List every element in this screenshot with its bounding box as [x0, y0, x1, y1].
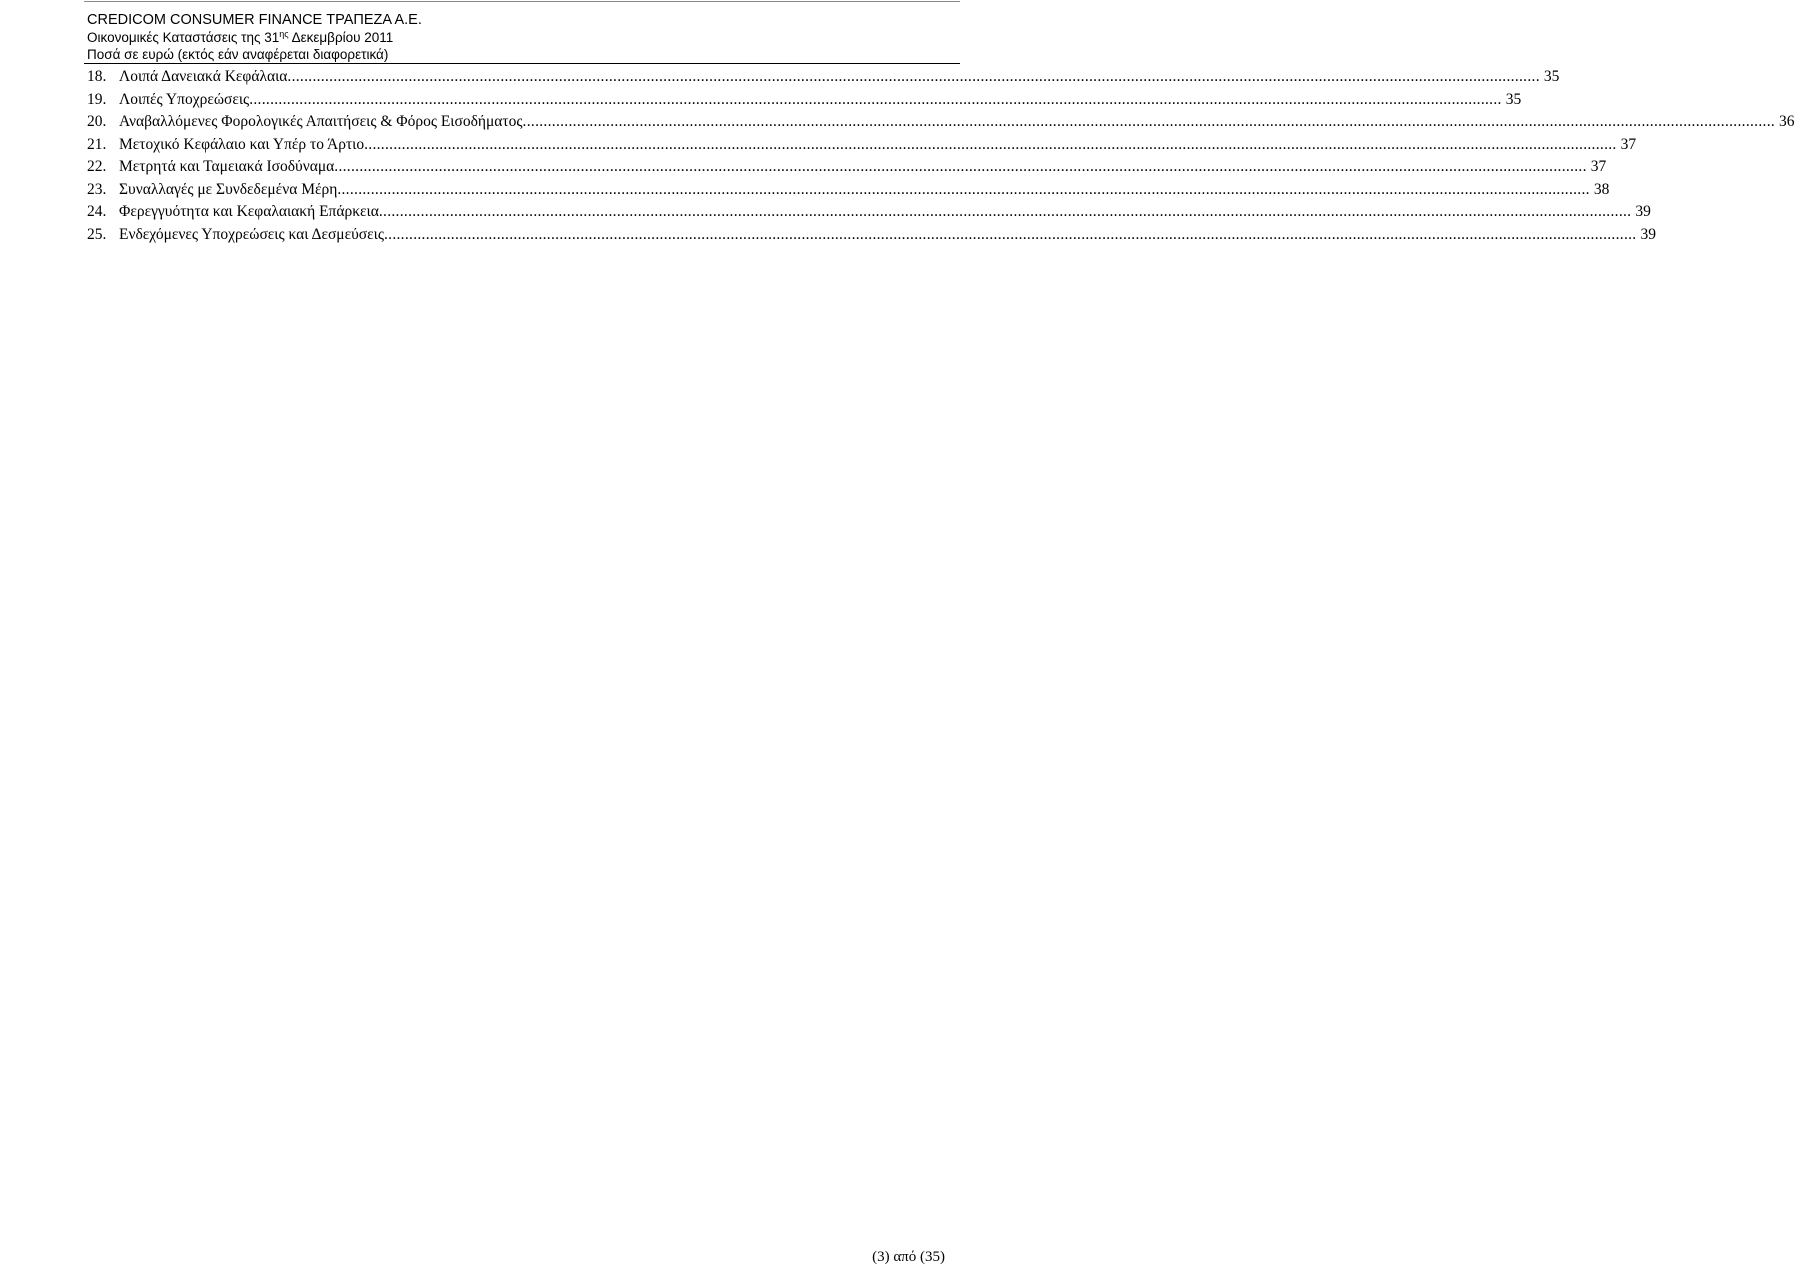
toc-entry-page: 36 [1779, 113, 1795, 130]
top-border-line [84, 1, 960, 2]
toc-entry-page: 37 [1620, 135, 1637, 153]
toc-dot-leader: ............................................................................................................................................................................................................................................................................................................ [334, 158, 1587, 175]
toc-entry-title: Συναλλαγές με Συνδεδεμένα Μέρη [119, 180, 338, 198]
toc-entry-title: Φερεγγυότητα και Κεφαλαιακή Επάρκεια [119, 203, 379, 220]
toc-dot-leader: ............................................................................................................................................................................................................................................................................................................ [249, 90, 1502, 108]
header-divider [84, 63, 960, 64]
currency-note: Ποσά σε ευρώ (εκτός εάν αναφέρεται διαφορετικά) [87, 47, 389, 62]
toc-dot-leader: ............................................................................................................................................................................................................................................................................................................ [522, 113, 1776, 130]
toc-entry[interactable] [87, 179, 1610, 202]
toc-entry-title: Λοιπά Δανειακά Κεφάλαια [119, 68, 288, 85]
page-header [87, 12, 907, 63]
toc-entry-number: 20. [87, 113, 107, 130]
toc-entry[interactable] [87, 111, 1795, 134]
toc-dot-leader: ............................................................................................................................................................................................................................................................................................................ [364, 135, 1617, 153]
statements-title-superscript: ης [279, 29, 289, 39]
toc-dot-leader: ............................................................................................................................................................................................................................................................................................................ [337, 180, 1590, 198]
toc-entry[interactable] [87, 201, 1651, 224]
toc-entry-number: 19. [87, 90, 107, 108]
toc-entry-number: 24. [87, 203, 107, 220]
toc-entry[interactable] [87, 224, 1656, 247]
toc-entry-title: Μετοχικό Κεφάλαιο και Υπέρ το Άρτιο [119, 135, 365, 153]
toc-entry-page: 35 [1543, 68, 1560, 85]
toc-entry-number: 22. [87, 158, 107, 175]
statements-title-prefix: Οικονομικές Καταστάσεις της 31 [87, 30, 280, 45]
toc-entry[interactable] [87, 156, 1607, 179]
toc-entry-title: Ενδεχόμενες Υποχρεώσεις και Δεσμεύσεις [119, 225, 384, 243]
toc-dot-leader: ............................................................................................................................................................................................................................................................................................................ [383, 225, 1637, 243]
toc-entry-page: 39 [1635, 203, 1651, 220]
toc-entry-number: 21. [87, 135, 107, 153]
toc-entry-number: 23. [87, 180, 107, 198]
toc-entry-page: 35 [1505, 90, 1522, 108]
statements-title [87, 29, 907, 46]
page-number: (3) από (35) [872, 1249, 945, 1265]
toc-entry-title: Μετρητά και Ταμειακά Ισοδύναμα [119, 158, 335, 175]
table-of-contents [87, 66, 1795, 246]
toc-entry[interactable] [87, 134, 1637, 157]
toc-entry-page: 38 [1593, 180, 1610, 198]
company-name: CREDICOM CONSUMER FINANCE ΤΡΑΠΕΖΑ Α.Ε. [87, 12, 422, 28]
toc-entry-number: 18. [87, 68, 107, 85]
toc-entry-title: Λοιπές Υποχρεώσεις [119, 90, 250, 108]
toc-entry-page: 39 [1640, 225, 1656, 243]
toc-entry-title: Αναβαλλόμενες Φορολογικές Απαιτήσεις & Φόρος Εισοδήματος [119, 113, 523, 130]
toc-dot-leader: ............................................................................................................................................................................................................................................................................................................ [378, 203, 1632, 220]
statements-title-suffix: Δεκεμβρίου 2011 [288, 30, 394, 45]
toc-entry-page: 37 [1590, 158, 1607, 175]
toc-entry-number: 25. [87, 225, 107, 243]
toc-entry[interactable] [87, 66, 1560, 89]
toc-entry[interactable] [87, 89, 1522, 112]
toc-dot-leader: ............................................................................................................................................................................................................................................................................................................ [287, 68, 1540, 85]
